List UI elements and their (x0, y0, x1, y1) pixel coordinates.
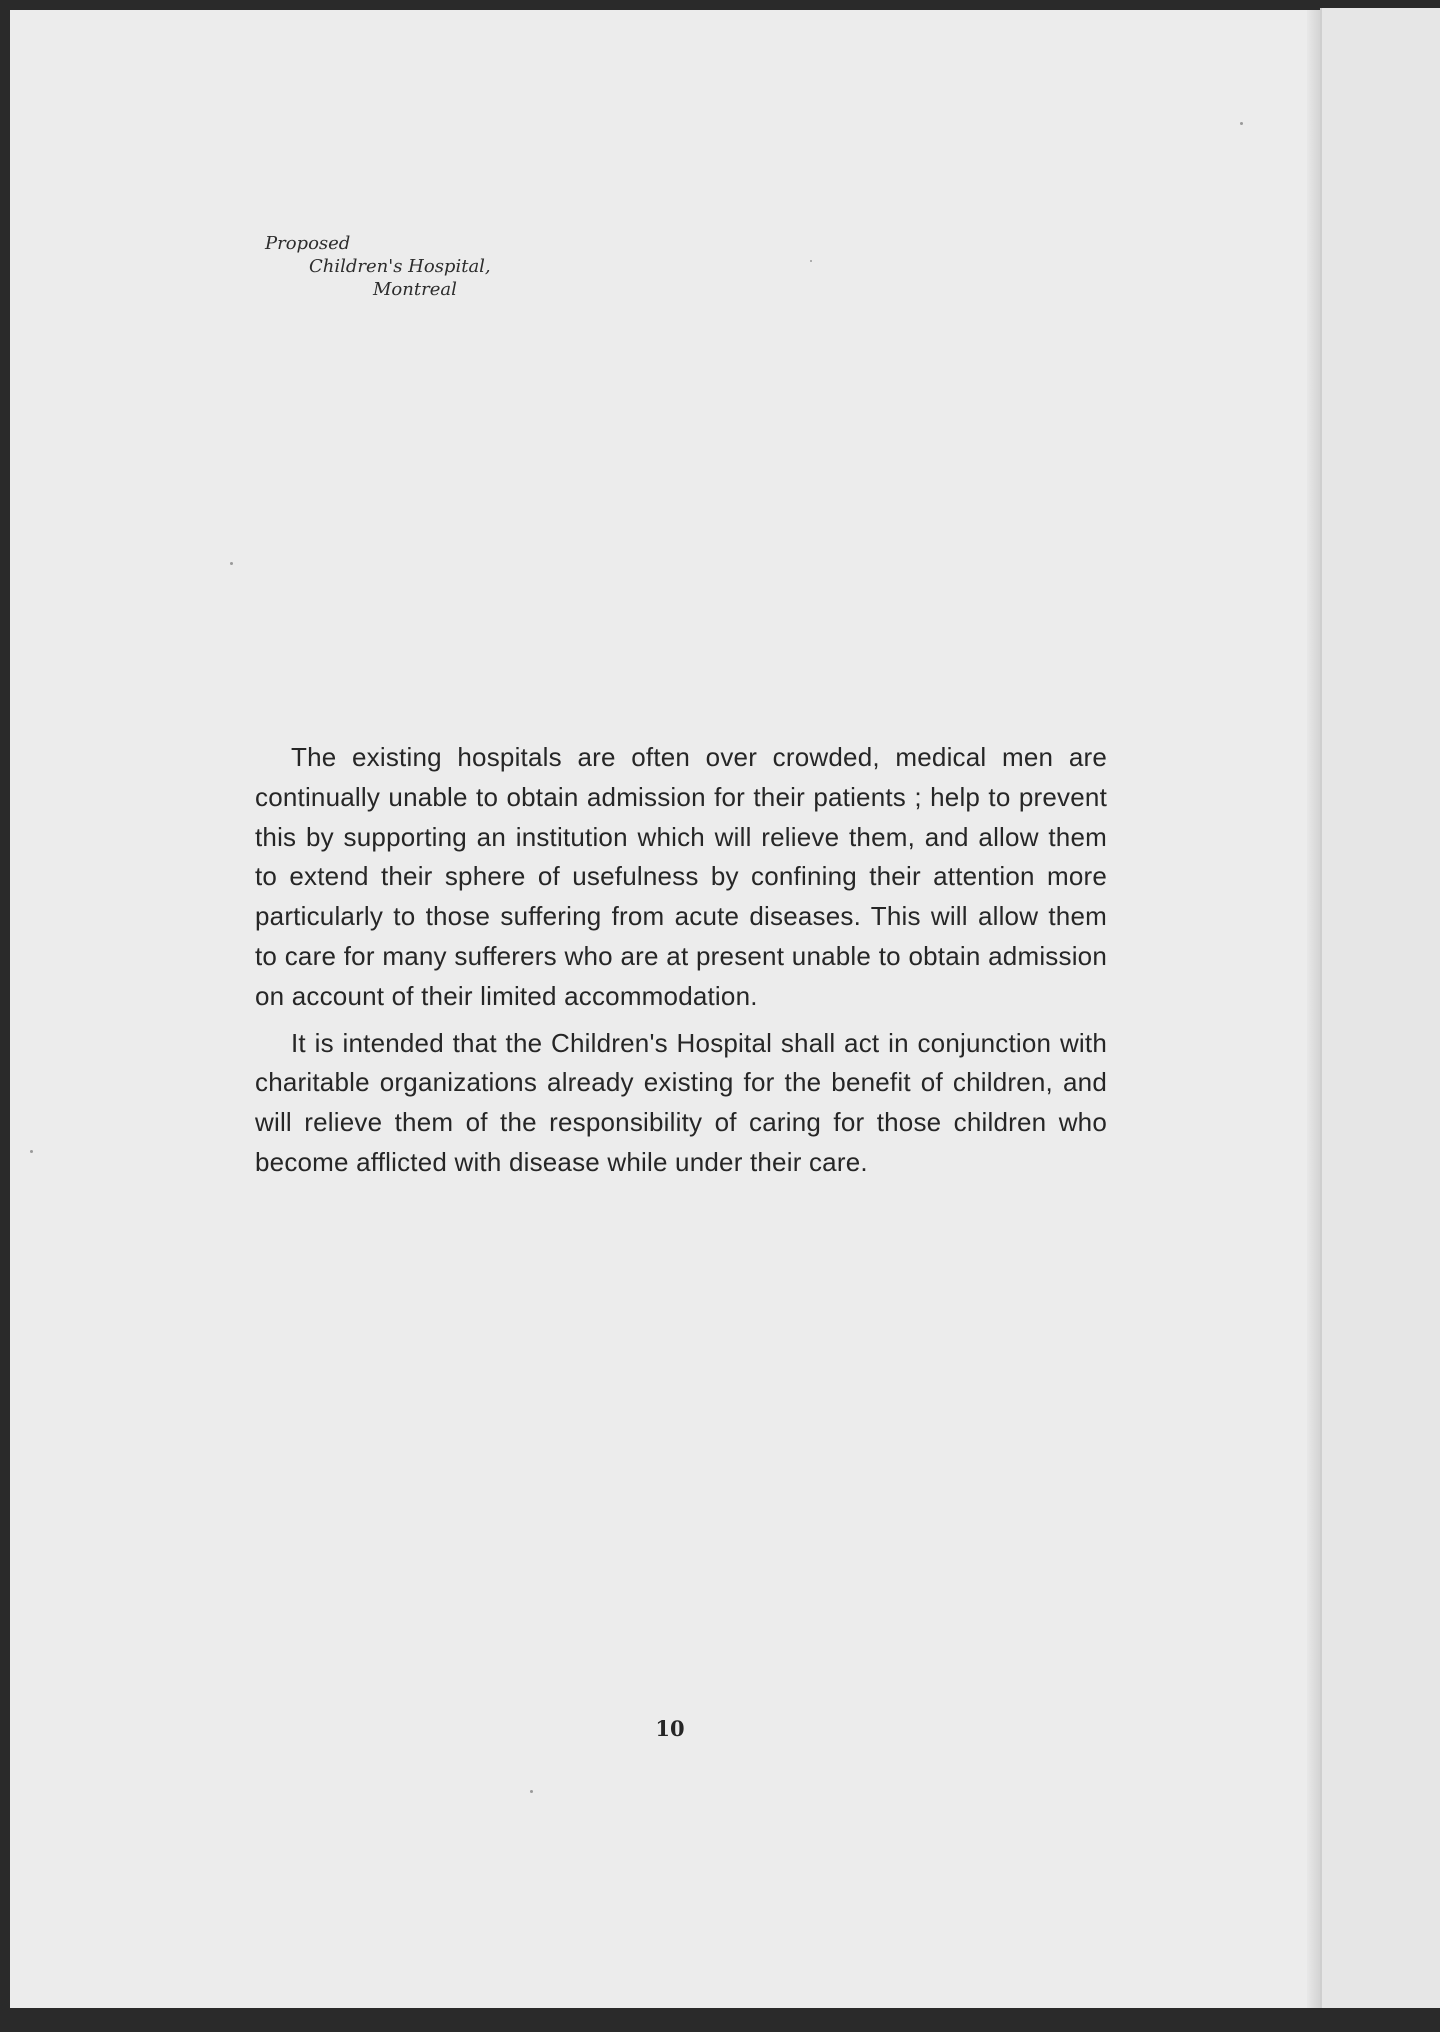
scan-speck (30, 1150, 33, 1153)
next-page-edge (1320, 8, 1440, 2012)
heading-line-proposed: Proposed (265, 233, 351, 254)
scan-speck (1240, 122, 1243, 125)
heading-line-hospital: Children's Hospital, (309, 256, 491, 277)
page-number: 10 (655, 1716, 685, 1741)
scan-speck (810, 260, 812, 262)
page-fold-shadow (1307, 10, 1320, 2008)
body-text (255, 738, 1107, 1190)
scan-speck (530, 1790, 533, 1793)
paragraph-1: The existing hospitals are often over crowded, medical men are continually unable to obtain admission for their patients ; help to prevent this by supporting an institution which will relieve them, and allow them to extend their sphere of usefulness by confining their attention more particularly to those suffering from acute diseases. This will allow them to care for many sufferers who are at present unable to obtain admission on account of their limited accommodation. (255, 742, 1107, 1011)
scan-speck (230, 562, 233, 565)
page-heading (265, 232, 585, 301)
heading-line-city: Montreal (373, 279, 457, 300)
document-page (10, 10, 1320, 2008)
scan-bottom-border (0, 2008, 1440, 2032)
paragraph-2: It is intended that the Children's Hospital shall act in conjunction with charitable organizations already existing for the benefit of children, and will relieve them of the responsibility of caring for those children who become afflicted with disease while under their care. (255, 1027, 1107, 1177)
